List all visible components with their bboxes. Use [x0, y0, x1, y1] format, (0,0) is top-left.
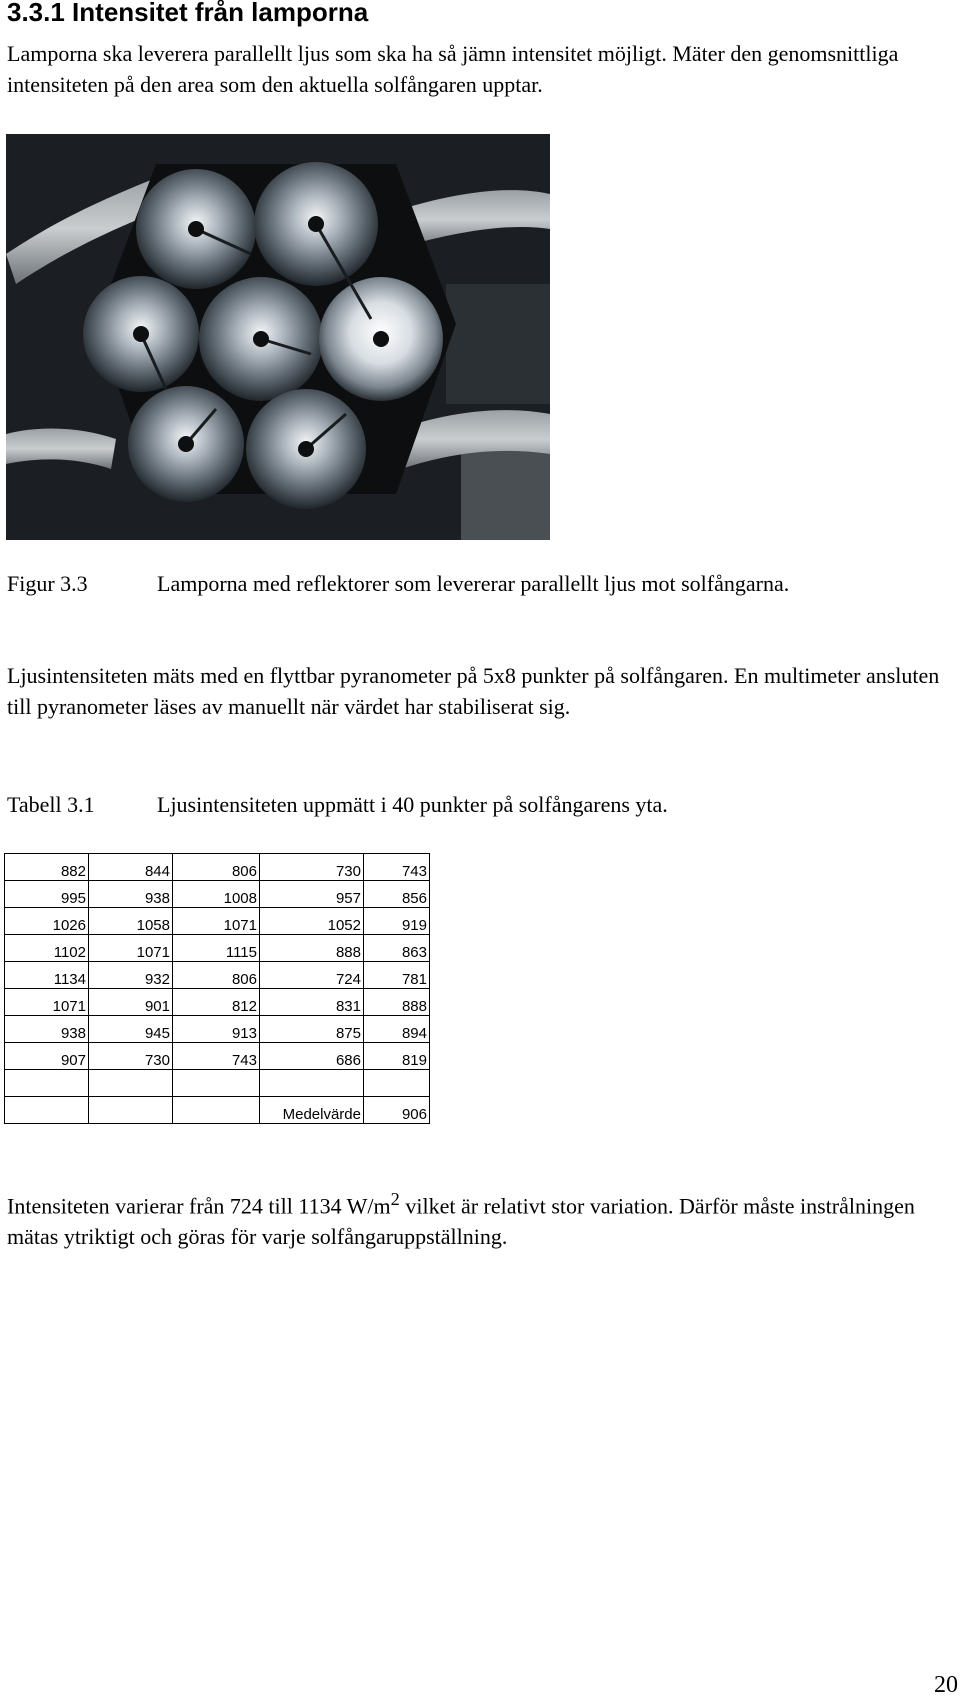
table-cell: 781: [364, 962, 430, 989]
table-cell: 938: [5, 1016, 89, 1043]
table-row: [5, 1043, 430, 1070]
table-cell: 730: [89, 1043, 173, 1070]
table-cell: [173, 1070, 260, 1097]
section-heading: 3.3.1 Intensitet från lamporna: [7, 0, 369, 27]
table-cell: 932: [89, 962, 173, 989]
table-cell: 863: [364, 935, 430, 962]
table-cell: 1058: [89, 908, 173, 935]
table-cell: 844: [89, 854, 173, 881]
table-cell: 831: [260, 989, 364, 1016]
table-cell: [173, 1097, 260, 1124]
table-summary-row: [5, 1097, 430, 1124]
figure-caption: Lamporna med reflektorer som levererar parallellt ljus mot solfångarna.: [157, 571, 790, 596]
table-cell: 875: [260, 1016, 364, 1043]
table-cell: 724: [260, 962, 364, 989]
table-cell: 743: [173, 1043, 260, 1070]
table-cell: 919: [364, 908, 430, 935]
table-cell: 894: [364, 1016, 430, 1043]
unit-exponent: 2: [390, 1189, 400, 1209]
table-cell: 901: [89, 989, 173, 1016]
measurement-paragraph: Ljusintensiteten mäts med en flyttbar pyranometer på 5x8 punkter på solfångaren. En multimeter ansluten till pyranometer läses av manuellt när värdet har stabiliserat sig.: [7, 663, 940, 719]
mean-value: 906: [364, 1097, 430, 1124]
table-cell: 1008: [173, 881, 260, 908]
table-row: [5, 881, 430, 908]
table-cell: 1115: [173, 935, 260, 962]
table-cell: [5, 1070, 89, 1097]
table-cell: 806: [173, 962, 260, 989]
conclusion-paragraph: [7, 1184, 947, 1252]
table-cell: 686: [260, 1043, 364, 1070]
table-cell: 888: [260, 935, 364, 962]
table-cell: 995: [5, 881, 89, 908]
intensity-table-body: [5, 854, 430, 1124]
table-cell: [5, 1097, 89, 1124]
table-cell: 913: [173, 1016, 260, 1043]
table-cell: [364, 1070, 430, 1097]
table-row: [5, 908, 430, 935]
intensity-table: [4, 853, 430, 1124]
table-row: [5, 1070, 430, 1097]
table-cell: 812: [173, 989, 260, 1016]
table-cell: [89, 1097, 173, 1124]
table-cell: 1071: [173, 908, 260, 935]
table-cell: 1071: [5, 989, 89, 1016]
table-cell: 1026: [5, 908, 89, 935]
figure-label: Figur 3.3: [7, 571, 88, 596]
mean-label: Medelvärde: [260, 1097, 364, 1124]
table-row: [5, 1016, 430, 1043]
intro-paragraph: Lamporna ska leverera parallellt ljus som ska ha så jämn intensitet möjligt. Mäter den genomsnittliga intensiteten på den area som den aktuella solfångaren upptar.: [7, 41, 899, 97]
table-cell: 1052: [260, 908, 364, 935]
table-row: [5, 854, 430, 881]
table-label: Tabell 3.1: [7, 792, 95, 817]
lamp-array-illustration: [6, 134, 550, 540]
page-number: 20: [934, 1672, 958, 1698]
conclusion-text-end: vilket är relativt stor variation. Därför måste instrålningen mätas ytriktigt och göras för varje solfångaruppställning.: [7, 1193, 915, 1250]
table-cell: 1102: [5, 935, 89, 962]
table-cell: 938: [89, 881, 173, 908]
table-cell: 957: [260, 881, 364, 908]
table-cell: 888: [364, 989, 430, 1016]
table-cell: 730: [260, 854, 364, 881]
table-cell: [260, 1070, 364, 1097]
table-caption: Ljusintensiteten uppmätt i 40 punkter på solfångarens yta.: [157, 792, 668, 817]
table-cell: 1134: [5, 962, 89, 989]
table-cell: 1071: [89, 935, 173, 962]
table-row: [5, 989, 430, 1016]
table-cell: 945: [89, 1016, 173, 1043]
table-cell: 819: [364, 1043, 430, 1070]
table-cell: 882: [5, 854, 89, 881]
table-cell: 856: [364, 881, 430, 908]
table-cell: [89, 1070, 173, 1097]
lamp-array-photo: [6, 134, 550, 540]
table-row: [5, 935, 430, 962]
table-row: [5, 962, 430, 989]
table-cell: 907: [5, 1043, 89, 1070]
conclusion-text-start: Intensiteten varierar från 724 till 1134 W/m: [7, 1193, 391, 1219]
table-cell: 806: [173, 854, 260, 881]
table-cell: 743: [364, 854, 430, 881]
